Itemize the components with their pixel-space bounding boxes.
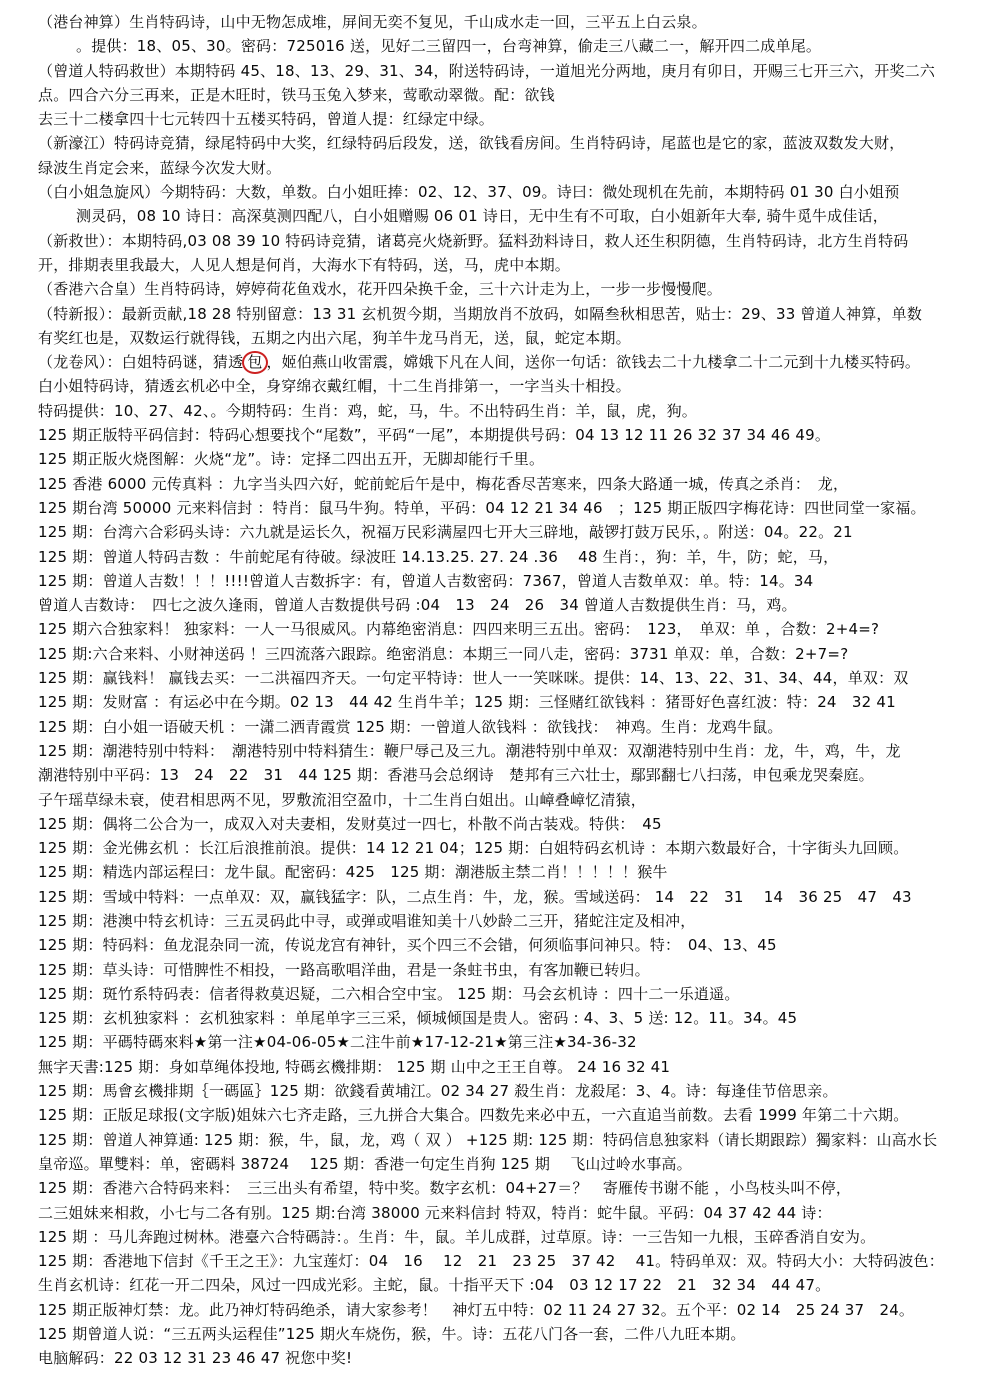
text-line: [38, 836, 969, 860]
text-line: [38, 1176, 969, 1200]
text-line: [38, 690, 969, 714]
text-line: [38, 472, 969, 496]
text-line: [38, 302, 969, 326]
text-segment: 125 香港 6000 元传真料 ：九字当头四六好，蛇前蛇后午是中，梅花香尽苦寒来，四条大路通一城，传真之杀肖： 龙，: [38, 474, 849, 493]
text-segment: 白小姐特码诗，猜透玄机必中全，身穿绵衣戴红帽，十二生肖排第一，一字当头十相投。: [38, 377, 631, 396]
text-segment: 125 期：正版足球报(文字版)姐妹六七齐走路，三九拼合大集合。四数先来必中五，一六直追当前数。去看 1999 年第二十六期。: [38, 1106, 909, 1125]
text-segment: 125 期 ：马儿奔跑过树林。港臺六合特碼詩：。生肖：牛，鼠。羊儿成群，过草原。诗：一三告知一九根，玉碎香消自安为。: [38, 1227, 876, 1246]
text-line: [38, 520, 969, 544]
text-line: [38, 885, 969, 909]
text-line: [38, 642, 969, 666]
text-segment: 125 期：发财富 ：有运必中在今期。02 13 44 42 生肖牛羊；125 期：三怪赌红欲钱料 ：猪哥好色喜红波：特：24 32 41: [38, 693, 896, 712]
text-line: [38, 496, 969, 520]
text-segment: 125 期：特码料：鱼龙混杂同一流，传说龙宫有神针，买个四三不会错，何须临事问神只。特： 04、13、45: [38, 936, 777, 955]
text-line: [38, 982, 969, 1006]
text-line: [38, 569, 969, 593]
text-segment: （龙卷风）：白姐特码谜，猜透: [38, 353, 244, 372]
text-line: [38, 1322, 969, 1346]
text-segment: 测灵码，08 10 诗日：高深莫测四配八，白小姐赠赐 06 01 诗日，无中生有不可取，白小姐新年大奉, 骑牛觅牛成佳话，: [76, 207, 888, 226]
text-line: [38, 593, 969, 617]
text-segment: 125 期正版神灯禁：龙。此乃神灯特码绝杀，请大家参考！ 神灯五中特：02 11 24 27 32。五个平：02 14 25 24 37 24。: [38, 1300, 915, 1319]
text-line: [38, 204, 969, 228]
text-line: [38, 715, 969, 739]
text-line: [38, 253, 969, 277]
text-line: [38, 1152, 969, 1176]
text-segment: 125 期正版火烧图解：火烧“龙”。诗：定择二四出五开，无脚却能行千里。: [38, 450, 545, 469]
text-line: [38, 1079, 969, 1103]
text-line: [38, 1346, 969, 1370]
text-segment: （白小姐急旋风）今期特码：大数，单数。白小姐旺捧：02、12、37、09。诗曰：微处现机在先前，本期特码 01 30 白小姐预: [38, 183, 900, 202]
text-segment: 125 期：赢钱料！ 赢钱去买：一二洪福四齐天。一句定平特诗：世人一一笑咪咪。提供：14、13、22、31、34、44，单双：双: [38, 669, 909, 688]
text-line: [38, 131, 969, 155]
text-line: [38, 958, 969, 982]
text-segment: 特码提供：10、27、42、。今期特码：生肖：鸡，蛇，马，牛。不出特码生肖：羊，鼠，虎，狗。: [38, 401, 697, 420]
text-line: [38, 545, 969, 569]
text-line: [38, 1006, 969, 1030]
text-segment: （香港六合皇）生肖特码诗，婷婷荷花鱼戏水，花开四朵换千金，三十六计走为上，一步一步慢慢爬。: [38, 280, 723, 299]
text-line: [38, 617, 969, 641]
text-segment: 125 期：斑竹系特码表：信者得救莫迟疑，二六相合空中宝。 125 期：马会玄机诗 ：四十二一乐逍遥。: [38, 984, 740, 1003]
text-segment: 绿波生肖定会来，蓝绿今次发大财。: [38, 158, 282, 177]
text-segment: 125 期：金光佛玄机 ：长江后浪推前浪。提供：14 12 21 04；125 期：白姐特码玄机诗 ：本期六数最好合，十字街头九回顾。: [38, 839, 909, 858]
text-segment: 生肖玄机诗：红花一开二四朵，风过一四成光彩。主蛇，鼠。十指平天下 :04 03 12 17 22 21 32 34 44 47。: [38, 1276, 831, 1295]
text-line: [38, 933, 969, 957]
text-line: [38, 788, 969, 812]
text-segment: （新濠江）特码诗竞猜，绿尾特码中大奖，红绿特码后段发，送，欲钱看房间。生肖特码诗，尾蓝也是它的家，蓝波双数发大财，: [38, 134, 905, 153]
text-line: [38, 1030, 969, 1054]
text-segment: 125 期：白小姐一语破天机 ：一潇二洒青霞赏 125 期：一曾道人欲钱料 ：欲钱找： 神鸡。生肖：龙鸡牛鼠。: [38, 717, 783, 736]
text-segment: 125 期：曾道人神算通: 125 期：猴，牛，鼠，龙，鸡（ 双 ） +125 期: 125 期：特码信息独家料（请长期跟踪）獨家料：山高水长: [38, 1130, 938, 1149]
text-line: [38, 59, 969, 83]
text-segment: 。提供：18、05、30。密码：725016 送，见好二三留四一，台弯神算，偷走三八藏二一，解开四二成单尾。: [76, 37, 822, 56]
text-line: [38, 1225, 969, 1249]
text-segment: 125 期：平碼特碼來料★第一注★04-06-05★二注牛前★17-12-21★第三注★34-36-32: [38, 1033, 637, 1052]
text-segment: 125 期曾道人说：“三五两头运程佳”125 期火车烧伤，猴，牛。诗：五花八门各一套，二件八九旺本期。: [38, 1325, 746, 1344]
text-line: [38, 10, 969, 34]
text-segment: （港台神算）生肖特码诗，山中无物怎成堆，屏间无奕不复见，千山成水走一回，三平五上白云泉。: [38, 13, 707, 31]
text-line: [38, 83, 969, 107]
text-segment: 125 期：香港六合特码来料： 三三出头有希望，特中奖。数字玄机：04+27＝？ 寄雁传书谢不能 ，小鸟枝头叫不停，: [38, 1179, 852, 1198]
text-line: [38, 399, 969, 423]
text-segment: 开，排期表里我最大，人见人想是何肖，大海水下有特码，送，马，虎中本期。: [38, 255, 571, 274]
text-line: [38, 350, 969, 374]
text-line: [38, 909, 969, 933]
text-line: [38, 763, 969, 787]
text-segment: （曾道人特码救世）本期特码 45、18、13、29、31、34，附送特码诗，一道旭光分两地，庚月有卯日，开赐三七开三六，开奖二六: [38, 61, 936, 80]
text-segment: 125 期：香港地下信封《千王之王》：九宝莲灯：04 16 12 21 23 25 37 42 41。特码单双：双。特码大小：大特码波色：: [38, 1252, 944, 1271]
text-segment: 有奖红也是，双数运行就得钱，五期之内出六尾，狗羊牛龙马肖无，送，鼠，蛇定本期。: [38, 328, 631, 347]
text-segment: 子午瑶草绿未衰，使君相思两不见，罗敷流泪空盈巾，十二生肖白姐出。山嶂叠嶂忆清猿，: [38, 790, 647, 809]
text-line: [38, 1298, 969, 1322]
text-line: [38, 326, 969, 350]
text-segment: 125 期：曾道人特码吉数 ：牛前蛇尾有待破。绿波旺 14.13.25. 27. 24 .36 48 生肖：，狗：羊，牛，防；蛇，马，: [38, 547, 839, 566]
red-circled-char: 包: [242, 351, 267, 374]
text-line: [38, 229, 969, 253]
text-segment: 潮港特别中平码：13 24 22 31 44 125 期：香港马会总纲诗 楚邦有三六壮士，鄢郢翻七八扫荡，申包乘龙哭秦庭。: [38, 766, 874, 785]
text-line: [38, 812, 969, 836]
text-segment: 皇帝巡。單雙料：单，密碼料 38724 125 期：香港一句定生肖狗 125 期 飞山过岭水事高。: [38, 1154, 692, 1173]
text-line: [38, 1128, 969, 1152]
text-line: [38, 374, 969, 398]
text-segment: 無字天書:125 期：身如草绳体投地, 特碼玄機排期： 125 期 山中之王王自尊。 24 16 32 41: [38, 1057, 671, 1076]
text-line: [38, 1055, 969, 1079]
text-segment: 点。四合六分三再来，正是木旺时，铁马玉兔入梦来，莺歌动翠微。配：欲钱: [38, 85, 555, 104]
text-segment: 125 期：精选内部运程曰：龙牛鼠。配密码：425 125 期：潮港版主禁二肖！！！！！猴牛: [38, 863, 668, 882]
text-segment: 曾道人吉数诗： 四七之波久逢雨，曾道人吉数提供号码 :04 13 24 26 34 曾道人吉数提供生肖：马，鸡。: [38, 596, 797, 615]
text-line: [38, 860, 969, 884]
text-segment: 125 期：偶将二公合为一，成双入对夫妻相，发财莫过一四七，朴散不尚古装戏。特供： 45: [38, 814, 662, 833]
text-segment: 125 期正版特平码信封：特码心想要找个“尾数”，平码“一尾”，本期提供号码：04 13 12 11 26 32 37 34 46 49。: [38, 426, 831, 445]
text-line: [38, 423, 969, 447]
text-segment: 125 期台湾 50000 元来料信封 ：特肖：鼠马牛狗。特单，平码：04 12 21 34 46 ；125 期正版四字梅花诗：四世同堂一家福。: [38, 498, 926, 517]
text-segment: 125 期：港澳中特玄机诗：三五灵码此中寻，或弹或唱谁知美十八妙龄二三开，猪蛇注定及相冲，: [38, 911, 696, 930]
text-segment: 去三十二楼拿四十七元转四十五楼买特码，曾道人提：红绿定中绿。: [38, 110, 495, 129]
text-line: [38, 34, 969, 58]
text-segment: 125 期：潮港特别中特料： 潮港特别中特料猜生：鞭尸辱己及三九。潮港特别中单双：双潮港特别中生肖：龙，牛，鸡，牛，龙: [38, 741, 901, 760]
text-segment: 二三姐妹来相救，小七与二各有别。125 期:台湾 38000 元来料信封 特双，特肖：蛇牛鼠。平码：04 37 42 44 诗：: [38, 1203, 832, 1222]
text-segment: （特新报）：最新贡献,18 28 特别留意：13 31 玄机贺今期，当期放肖不放码，如隔叁秋相思苦，贴士：29、33 曾道人神算，单数: [38, 304, 923, 323]
text-line: [38, 156, 969, 180]
text-line: [38, 1201, 969, 1225]
text-line: [38, 107, 969, 131]
text-line: [38, 1273, 969, 1297]
text-line: [38, 277, 969, 301]
text-segment: ，姬伯燕山收雷震，嫦娥下凡在人间，送你一句话：欲钱去二十九楼拿二十二元到十九楼买特码。: [266, 353, 921, 372]
text-segment: 125 期：馬會玄機排期｛一碼區｝125 期：欲錢看黄埔江。02 34 27 殺生肖：龙殺尾：3、4。诗：每逢佳节倍思亲。: [38, 1082, 838, 1101]
text-segment: 125 期：玄机独家料 ：玄机独家料 ：单尾单字三三采，倾城倾国是贵人。密码 : 4、3、5 送: 12。11。34。45: [38, 1009, 798, 1028]
text-line: [38, 447, 969, 471]
text-segment: 125 期：台湾六合彩码头诗：六九就是运长久，祝福万民彩满屋四七开大三辟地，敲锣打鼓万民乐，。附送：04。22。21: [38, 523, 853, 542]
text-line: [38, 1249, 969, 1273]
text-line: [38, 739, 969, 763]
text-line: [38, 1103, 969, 1127]
text-segment: （新救世）：本期特码,03 08 39 10 特码诗竞猜，诸葛亮火烧新野。猛料劲料诗日，救人还生积阴德，生肖特码诗，北方生肖特码: [38, 231, 909, 250]
text-segment: 125 期：草头诗：可惜脾性不相投，一路高歌唱洋曲，君是一条蛀书虫，有客加鞭已转归。: [38, 960, 650, 979]
text-segment: 125 期：曾道人吉数！！！!!!!曾道人吉数拆字：有，曾道人吉数密码：7367，曾道人吉数单双：单。特：14。34: [38, 571, 814, 590]
text-line: [38, 666, 969, 690]
text-line: [38, 180, 969, 204]
text-segment: 125 期:六合来料、小财神送码 ！三四流落六跟踪。绝密消息：本期三一同八走，密码：3731 单双：单，合数：2+7=?: [38, 644, 849, 663]
text-segment: 电脑解码：22 03 12 31 23 46 47 祝您中奖!: [38, 1349, 353, 1368]
text-segment: 125 期：雪域中特料：一点单双：双，赢钱猛字：队，二点生肖：牛，龙，猴。雪域送码： 14 22 31 14 36 25 47 43: [38, 887, 912, 906]
text-segment: 125 期六合独家料！ 独家料：一人一马很威风。内幕绝密消息：四四来明三五出。密码： 123， 单双：单 ，合数：2+4=?: [38, 620, 880, 639]
